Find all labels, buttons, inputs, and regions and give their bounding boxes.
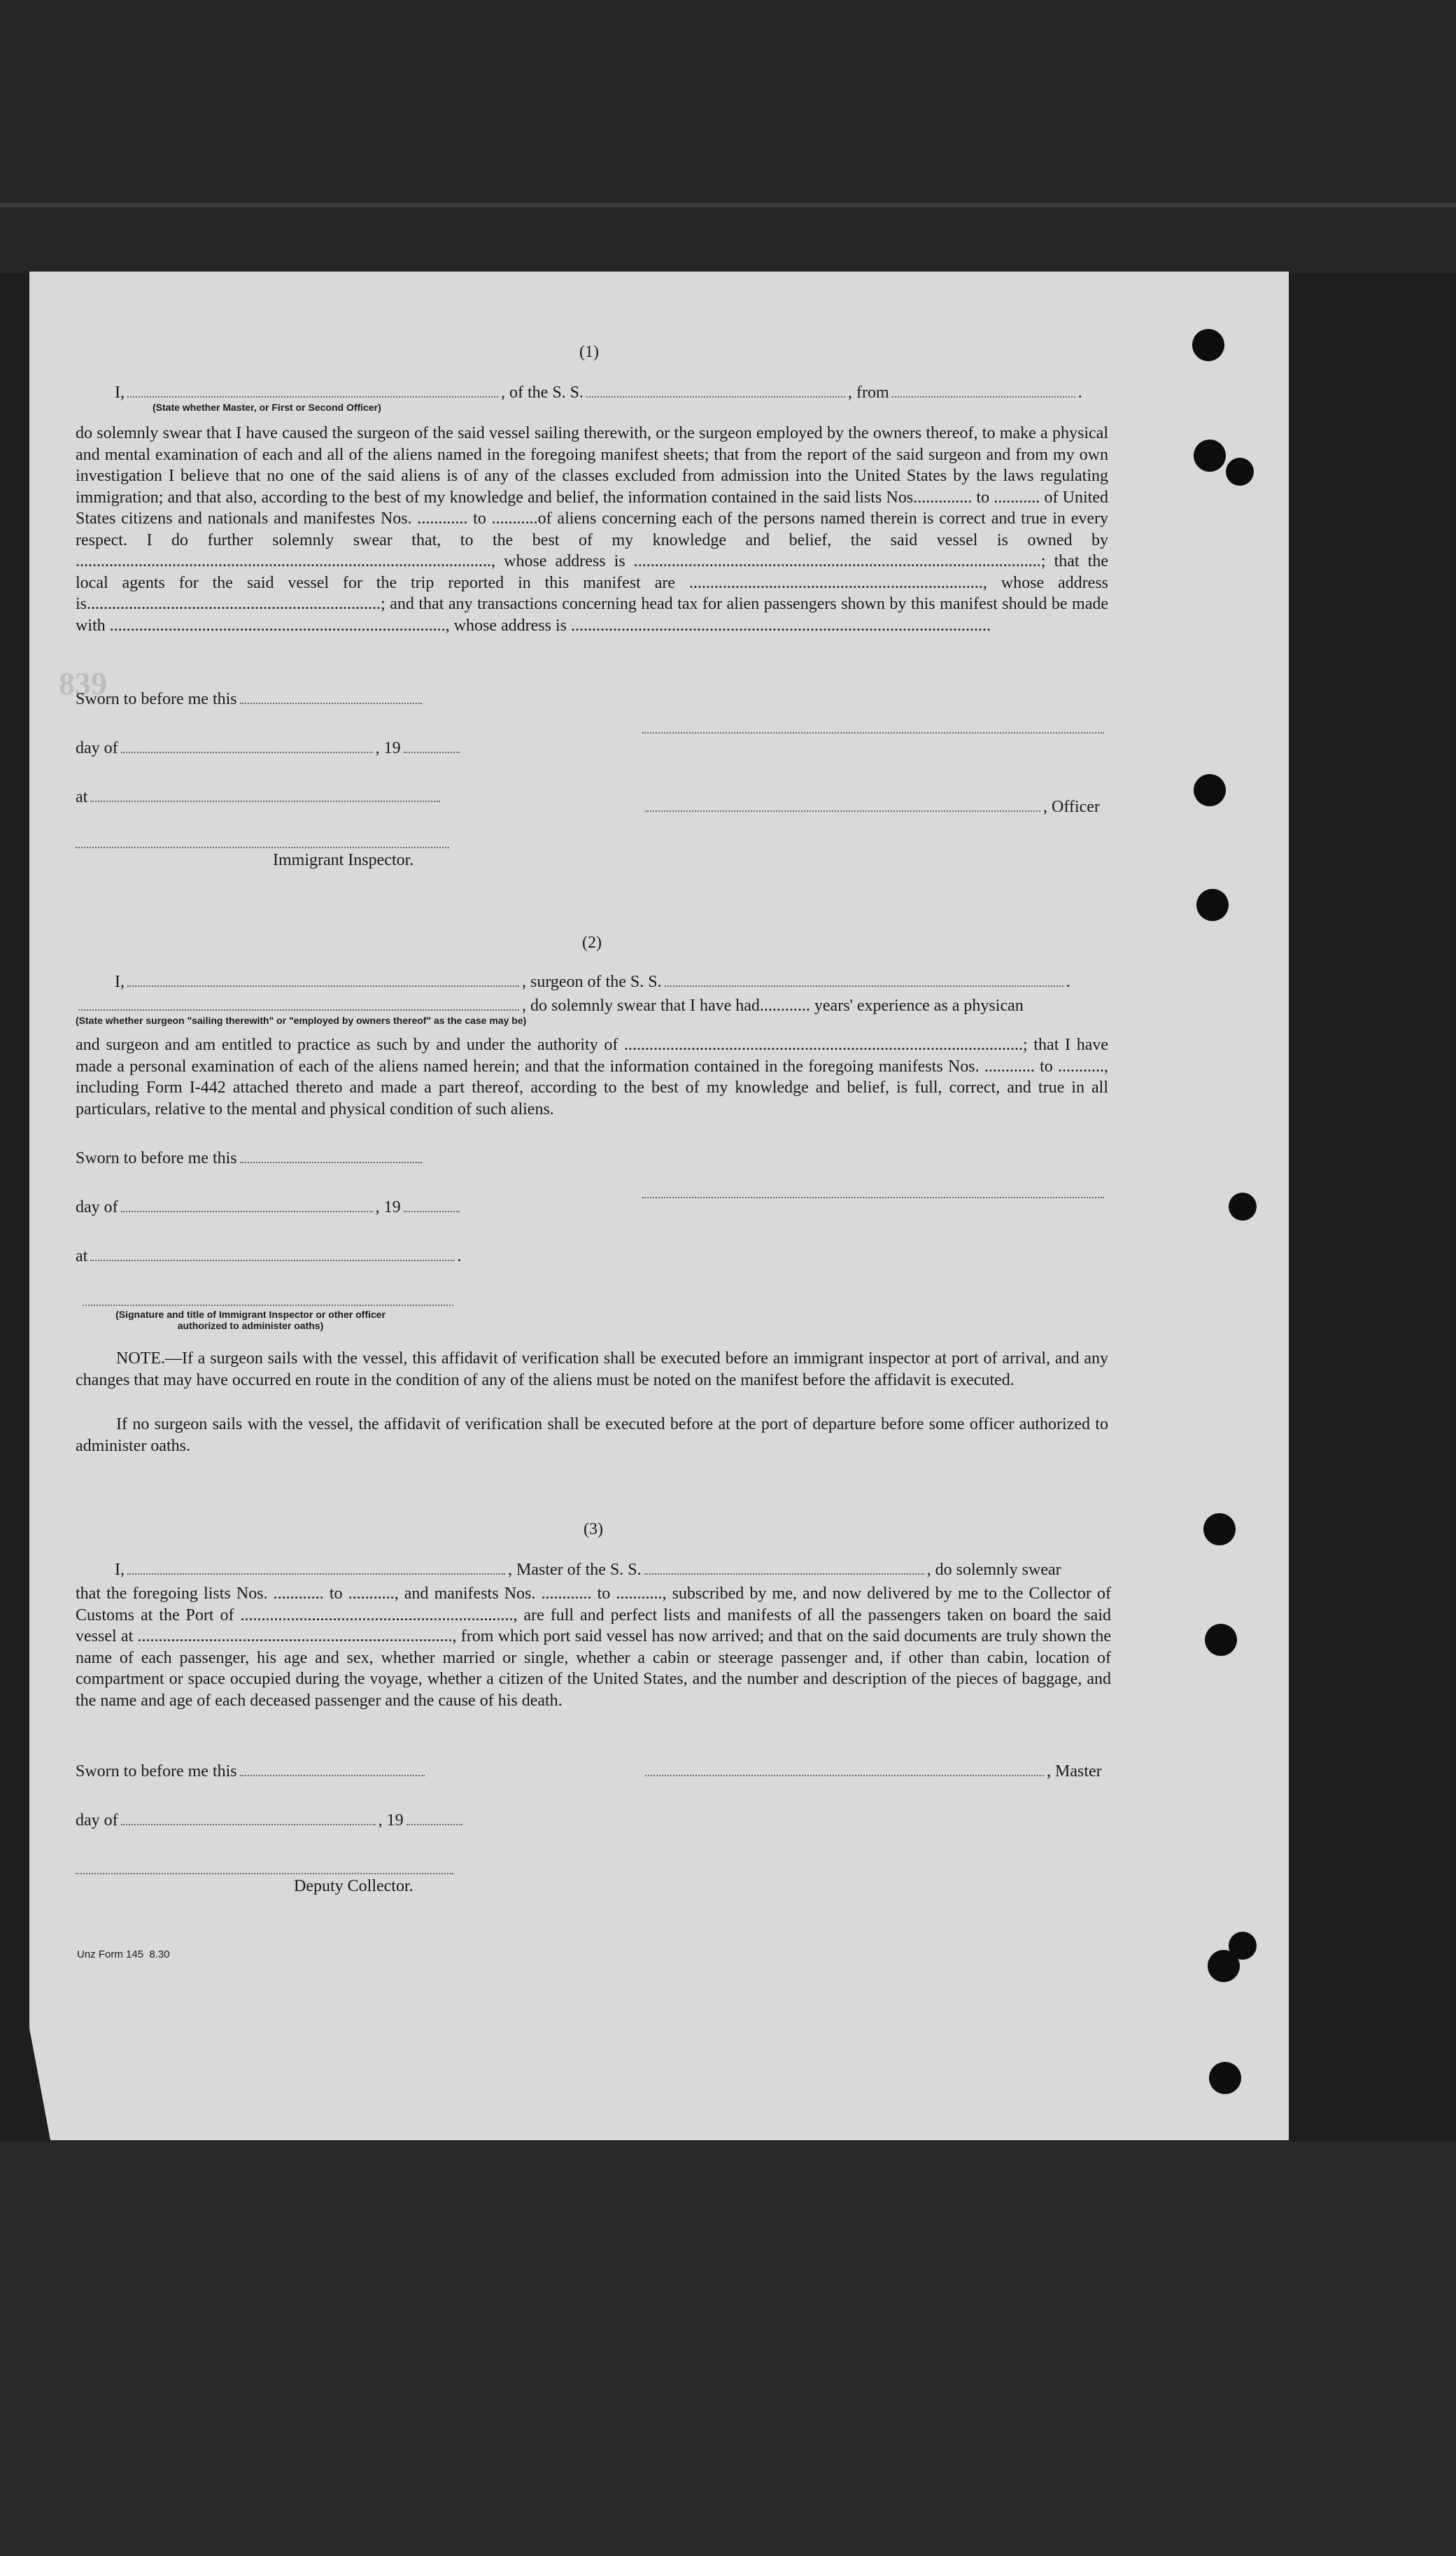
blank-field — [586, 396, 845, 398]
section3-day — [76, 1811, 465, 1830]
section1-officer — [642, 798, 1100, 817]
section2-line1: I, , surgeon of the S. S. . — [115, 973, 1070, 991]
section3-collector: Deputy Collector. — [294, 1877, 414, 1895]
form-date: 8.30 — [149, 1948, 170, 1960]
blank-field — [127, 1573, 505, 1575]
blank-field — [644, 1573, 924, 1575]
section3-line1 — [115, 1561, 1061, 1580]
blank-field — [240, 1775, 425, 1776]
section1-line1: I, , of the S. S. , from . — [115, 384, 1082, 402]
scan-band — [0, 203, 1456, 207]
binder-hole — [1203, 1513, 1236, 1545]
section1-year: , 19 — [375, 739, 401, 757]
section2-note2: If no surgeon sails with the vessel, the affidavit of verification shall be executed before at the port of departure before some officer authorized to administer oaths. — [76, 1415, 1108, 1455]
inspector-signature-line — [83, 1305, 453, 1306]
section3-master — [642, 1762, 1102, 1781]
blank-field — [404, 752, 460, 753]
section1-sworn-label: Sworn to before me this — [76, 690, 237, 708]
blank-field — [892, 396, 1075, 398]
section2-sworn — [76, 1149, 425, 1168]
section3-sworn-label: Sworn to before me this — [76, 1762, 237, 1781]
officer-signature-line — [642, 732, 1104, 733]
section2-at-label: at — [76, 1247, 88, 1265]
section2-number: (2) — [582, 934, 602, 952]
binder-hole — [1194, 774, 1226, 806]
section3-line1-mid: , Master of the S. S. — [508, 1561, 642, 1579]
section1-line1-start: I, — [115, 384, 125, 402]
section2-year: , 19 — [375, 1198, 401, 1216]
section1-inspector: Immigrant Inspector. — [273, 851, 414, 869]
blank-field — [240, 1162, 422, 1163]
blank-field — [90, 1260, 454, 1261]
section2-note1: NOTE.—If a surgeon sails with the vessel, this affidavit of verification shall be executed before an immigrant inspector at port of arrival, and any changes that may have occurred en route in the condition of any of the aliens must be noted on the manifest before the affidavit is executed. — [76, 1349, 1108, 1389]
surgeon-signature-line — [642, 1197, 1104, 1198]
section2-line2-text: , do solemnly swear that I have had............ years' experience as a physican — [522, 997, 1024, 1015]
binder-hole — [1192, 329, 1224, 361]
blank-field — [404, 1211, 460, 1212]
section3-line1-end: , do solemnly swear — [926, 1561, 1061, 1579]
binder-hole — [1209, 2062, 1241, 2094]
blank-field — [78, 1009, 519, 1011]
binder-hole — [1205, 1624, 1237, 1656]
binder-hole — [1194, 440, 1226, 472]
section3-paragraph: that the foregoing lists Nos. ............ to ..........., and manifests Nos. ............ to ..........., subscribed by me, and now delivered by me to the Collector of Customs at the Port of ................................................................., are full and perfect lists and manifests of all the passengers taken on board the said vessel at ..........................................................................., from which port said vessel has now arrived; and that on the said documents are truly shown the name of each passenger, his age and sex, whether married or single, whether a cabin or steerage passenger and, if other than cabin, location of compartment or space occupied during the voyage, whether a citizen of the United States, and the number and description of the pieces of baggage, and the name and age of each deceased passenger and the cause of his death. — [76, 1585, 1111, 1710]
section1-officer-label: , Officer — [1043, 798, 1100, 816]
blank-field — [645, 1775, 1044, 1776]
section2-at: at . — [76, 1247, 462, 1265]
section1-line1-mid: , of the S. S. — [501, 384, 584, 402]
section3-line1-start: I, — [115, 1561, 125, 1579]
inspector-signature-line — [76, 847, 449, 848]
blank-field — [127, 985, 519, 987]
blank-field — [240, 703, 422, 704]
section2-sworn-label: Sworn to before me this — [76, 1149, 237, 1167]
binder-hole — [1229, 1932, 1257, 1960]
binder-hole — [1226, 458, 1254, 486]
blank-field — [645, 810, 1040, 812]
blank-field — [665, 985, 1063, 987]
collector-signature-line — [76, 1873, 453, 1874]
section1-at — [76, 788, 443, 807]
binder-hole — [1196, 889, 1229, 921]
section1-at-label: at — [76, 788, 88, 806]
section2-line2 — [76, 997, 1024, 1016]
section2-day — [76, 1198, 462, 1217]
section3-year: , 19 — [378, 1811, 404, 1830]
form-identifier — [77, 1948, 170, 1960]
form-id: Unz Form 145 — [77, 1948, 144, 1960]
section2-role-note: (State whether surgeon "sailing therewith" or "employed by owners thereof" as the case may be) — [76, 1015, 527, 1026]
section2-line1-start: I, — [115, 973, 125, 991]
blank-field — [127, 396, 498, 398]
section3-number: (3) — [584, 1520, 603, 1538]
section2-signature-note: (Signature and title of Immigrant Inspector or other officer authorized to administer oaths) — [115, 1309, 386, 1331]
stamp-mark: 839 — [59, 666, 107, 701]
section3-master-label: , Master — [1047, 1762, 1102, 1781]
section2-day-label: day of — [76, 1198, 118, 1216]
section1-day — [76, 739, 462, 758]
blank-field — [121, 1824, 376, 1825]
section1-paragraph: do solemnly swear that I have caused the surgeon of the said vessel sailing therewith, or the surgeon employed by the owners thereof, to make a physical and mental examination of each and all of the aliens named in the foregoing manifest sheets; that from the report of the said surgeon and from my own investigation I believe that no one of the said aliens is of any of the classes excluded from admission into the United States by the laws regulating immigration; and that also, according to the best of my knowledge and belief, the information contained in the said lists Nos.............. to ........... of United States citizens and nationals and manifestes Nos. ............ to ...........of aliens concerning each of the persons named therein is correct and true in every respect. I do further solemnly swear that, to the best of my knowledge and belief, the said vessel is owned by ..................................................................................................., whose address is .................................................................................................; that the local agents for the said vessel for the trip reported in this manifest are ......................................................................, whose address is......................................................................; and that any transactions concerning head tax for alien passengers shown by this manifest should be made with ................................................................................, whose address is .................................................................................................... — [76, 424, 1108, 635]
blank-field — [407, 1824, 462, 1825]
section1-line1-end: , from — [848, 384, 889, 402]
scan-background-bottom — [0, 2142, 1456, 2556]
section1-role-note: (State whether Master, or First or Second Officer) — [153, 402, 381, 413]
section1-number: (1) — [579, 343, 599, 361]
binder-hole — [1229, 1193, 1257, 1221]
blank-field — [121, 1211, 373, 1212]
section3-sworn — [76, 1762, 427, 1781]
section3-day-label: day of — [76, 1811, 118, 1830]
blank-field — [90, 801, 440, 802]
blank-field — [121, 752, 373, 753]
section2-line1-mid: , surgeon of the S. S. — [522, 973, 662, 991]
section1-day-label: day of — [76, 739, 118, 757]
section1-sworn — [76, 690, 425, 709]
section2-paragraph: and surgeon and am entitled to practice as such by and under the authority of ...............................................................................................; that I have made a personal examination of each of the aliens named herein; and that the information contained in the foregoing manifests Nos. ............ to ..........., including Form I-442 attached thereto and made a part thereof, according to the best of my knowledge and belief, is full, correct, and true in all particulars, relative to the mental and physical condition of such aliens. — [76, 1036, 1108, 1118]
scan-background-top — [0, 0, 1456, 273]
